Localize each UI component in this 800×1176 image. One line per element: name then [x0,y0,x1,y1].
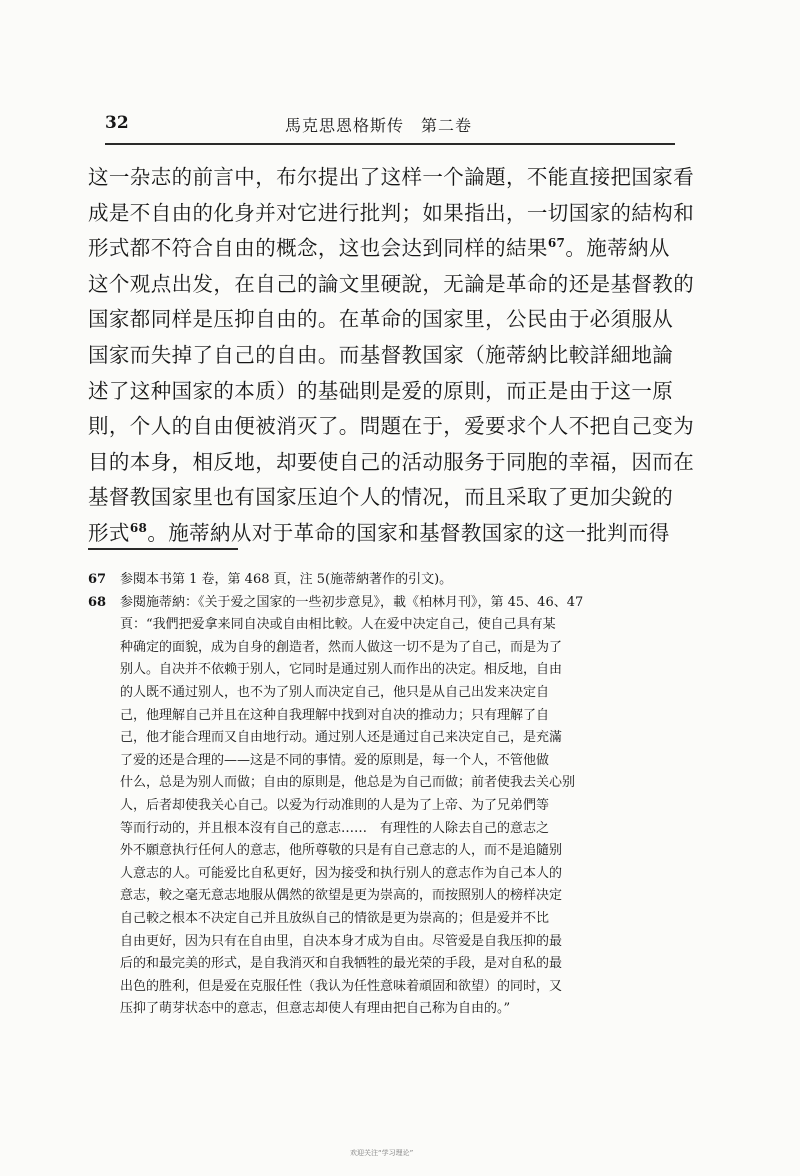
body-line: 这一杂志的前言中，布尔提出了这样一个論題，不能直接把国家看 [88,165,695,189]
footnote-line: 自己較之根本不决定自己并且放纵自己的情欲是更为崇高的；但是爱并不比 [120,910,550,926]
body-line-text: 形式 [88,520,130,545]
footnote-line: 出色的胜利，但是爱在克服任性（我认为任性意味着頑固和欲望）的同时，又 [120,978,563,994]
footnote-ref-67[interactable]: 67 [547,236,566,251]
body-line: 这个观点出发，在自己的論文里硬說，无論是革命的还是基督教的 [88,271,695,296]
footnote-line: 人，后者却使我关心自己。以爱为行动准則的人是为了上帝、为了兄弟們等 [120,797,550,813]
footnote-line: 压抑了萌芽状态中的意志，但意志却使人有理由把自己称为自由的。” [120,1001,511,1017]
header-rule [105,143,675,145]
body-line: 国家而失掉了自己的自由。而基督教国家（施蒂納比較詳細地論 [88,342,674,367]
body-line-text: 施蒂納从对于革命的国家和基督教国家的这一批判而得 [168,520,670,545]
body-line: 則，个人的自由便被消灭了。問題在于，爱要求个人不把自己变为 [88,414,695,439]
footnote-ref-68[interactable]: 68 [129,521,148,536]
body-line: 述了这种国家的本质）的基础則是爱的原則，而正是由于这一原 [88,378,674,403]
footnote-line: 人意志的人。可能爱比自私更好，因为接受和执行别人的意志作为自己本人的 [120,865,563,881]
footnote-line: 什么，总是为别人而做；自由的原則是，他总是为自己而做；前者使我去关心别 [120,775,576,791]
body-line: 基督教国家里也有国家压迫个人的情况，而且采取了更加尖銳的 [88,485,674,510]
footnote-line: 自由更好，因为只有在自由里，自决本身才成为自由。尽管爱是自我压抑的最 [120,933,563,949]
footnote-line: 等而行动的，并且根本沒有自己的意志…… 有理性的人除去自己的意志之 [120,820,550,836]
running-title: 馬克思恩格斯传 第二卷 [285,116,473,135]
body-line: 目的本身，相反地，却要使自己的活动服务于同胞的幸福，因而在 [88,449,695,474]
body-line [88,516,680,552]
footnote-line: 的人既不通过别人，也不为了别人而决定自己，他只是从自己出发来决定自 [120,684,550,700]
watermark: 欢迎关注“学习理论” [350,1149,414,1157]
footnote-line: 参閱施蒂納：《关于爱之国家的一些初步意見》，載《柏林月刊》，第 45、46、47 [120,594,584,610]
footnote-68 [88,592,680,1021]
body-line-text: 形式都不符合自由的概念，这也会达到同样的結果 [88,236,548,261]
footnotes [88,569,680,1021]
footnote-line: 意志，較之毫无意志地服从偶然的欲望是更为崇高的，而按照别人的榜样决定 [120,888,563,904]
footnote-line: 后的和最完美的形式，是自我消灭和自我牺牲的最光荣的手段，是对自私的最 [120,956,563,972]
footnote-line: 了爱的还是合理的——这是不同的事情。爱的原則是，每一个人，不管他做 [120,752,550,768]
footnote-line: 己，他理解自己并且在这种自我理解中找到对自决的推动力；只有理解了自 [120,707,550,723]
footnote-line: 别人。自决并不依赖于别人，它同时是通过别人而作出的决定。相反地，自由 [120,662,563,678]
footnote-line: 种确定的面貌，成为自身的創造者，然而人做这一切不是为了自己，而是为了 [120,639,563,655]
page-number: 32 [105,113,129,133]
footnote-line: 参閱本书第 1 卷，第 468 頁，注 5(施蒂納著作的引文)。 [120,572,453,587]
footnote-line: 外不願意执行任何人的意志，他所尊敬的只是有自己意志的人，而不是追隨别 [120,843,563,859]
footnote-line: 頁：“我們把爱拿来同自决或自由相比較。人在爱中决定自己，使自己具有某 [120,617,556,633]
footnote-number: 67 [88,572,107,587]
body-line: 成是不自由的化身并对它进行批判；如果指出，一切国家的結构和 [88,200,695,225]
body-line-tail: 。施蒂納从 [565,236,670,261]
body-line: 国家都同样是压抑自由的。在革命的国家里，公民由于必須服从 [88,307,674,332]
footnote-line: 己，他才能合理而又自由地行动。通过别人还是通过自己来决定自己，是充滿 [120,730,563,746]
body-line-tail: 。 [147,520,169,545]
footnote-number: 68 [88,594,107,610]
footnote-rule [88,548,238,550]
page-header [105,113,665,139]
footnote-67 [88,569,680,592]
body-line [88,231,680,267]
body-text [88,160,695,552]
